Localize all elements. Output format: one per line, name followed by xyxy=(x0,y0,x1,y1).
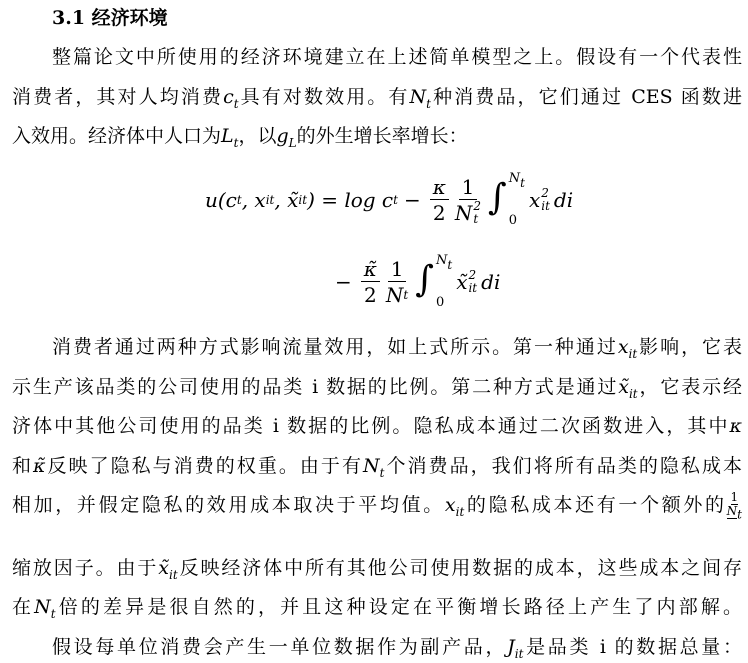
paragraph-line: 假设每单位消费会产生一单位数据作为副产品，$J_{it}$是品类 i 的数据总量： xyxy=(52,636,742,661)
paragraph-line: 消费者，其对人均消费$c_t$具有对数效用。有$N_t$种消费品，它们通过 CES 函数进 xyxy=(12,86,742,111)
paragraph-line: 在$N_t$倍的差异是很自然的，并且这种设定在平衡增长路径上产生了内部解。 xyxy=(12,596,742,621)
integral-sign: ∫ $N_t$ 0 xyxy=(488,171,525,228)
paragraph-line: 相加，并假定隐私的效用成本取决于平均值。$x_{it}$的隐私成本还有一个额外的 $\frac{1}{N_t}$ xyxy=(12,489,742,522)
integral-sign: ∫ $N_t$ 0 xyxy=(415,253,453,310)
paragraph-line: 示生产该品类的公司使用的品类 i 数据的比例。第二种方式是通过$x̃_{it}$，它表示经 xyxy=(12,376,742,401)
equation-line-1: u(c t , x it , x̃ it ) = log c t − $\frac{\kappa}{2}$ 1 N 2 t ∫ $N_t$ 0 x 2 it di xyxy=(205,171,574,228)
paragraph-line: 济体中其他公司使用的品类 i 数据的比例。隐私成本通过二次函数进入，其中κ xyxy=(12,415,742,437)
section-heading: 3.1 经济环境 xyxy=(52,7,168,29)
paragraph-line: 整篇论文中所使用的经济环境建立在上述简单模型之上。假设有一个代表性 xyxy=(52,46,742,68)
paragraph-line: 缩放因子。由于$x̃_{it}$反映经济体中所有其他公司使用数据的成本，这些成本之间存 xyxy=(12,557,742,582)
paragraph-line: 和κ̃反映了隐私与消费的权重。由于有$N_t$个消费品，我们将所有品类的隐私成本 xyxy=(12,455,742,480)
paragraph-line: 入效用。经济体中人口为$L_t$，以$g_L$的外生增长率增长： xyxy=(12,125,468,150)
equation-line-2: − $\frac{\kappã}{2}$ 1 N t ∫ $N_t$ 0 x̃ 2 it di xyxy=(335,253,501,310)
fraction-one-over-nt: $\frac{1}{N_t}$ xyxy=(726,489,742,522)
paragraph-line: 消费者通过两种方式影响流量效用，如上式所示。第一种通过$x_{it}$影响，它表 xyxy=(52,336,742,361)
